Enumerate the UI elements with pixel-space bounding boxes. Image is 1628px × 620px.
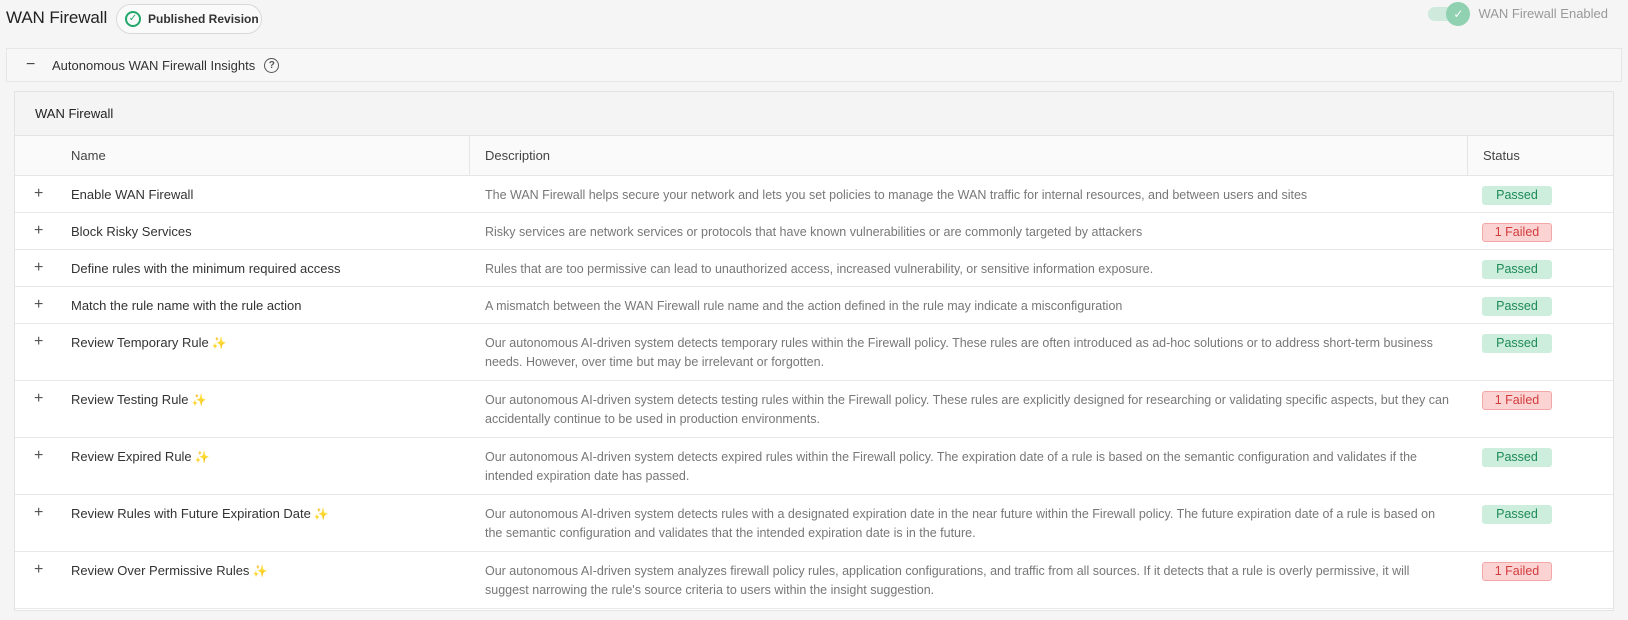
rule-description: Risky services are network services or protocols that have known vulnerabilities or are commonly targeted by attackers: [485, 225, 1143, 239]
status-cell: [1467, 381, 1613, 437]
rule-name: Enable WAN Firewall: [71, 187, 194, 202]
status-badge[interactable]: 1 Failed: [1482, 562, 1552, 581]
status-badge[interactable]: Passed: [1482, 505, 1552, 524]
panel-title: WAN Firewall: [15, 92, 1613, 136]
rule-name: Review Rules with Future Expiration Date: [71, 506, 311, 521]
rule-name: Define rules with the minimum required access: [71, 261, 341, 276]
status-badge[interactable]: 1 Failed: [1482, 391, 1552, 410]
table-body: [15, 176, 1613, 609]
status-badge[interactable]: Passed: [1482, 297, 1552, 316]
page-title: WAN Firewall: [6, 8, 108, 27]
rule-name: Review Over Permissive Rules: [71, 563, 250, 578]
rule-name-cell: [71, 250, 469, 286]
table-row[interactable]: [15, 176, 1613, 213]
expand-row-icon[interactable]: +: [34, 296, 44, 313]
question-circle-icon[interactable]: ?: [264, 58, 279, 73]
sparkle-icon: ✨: [252, 564, 268, 578]
top-bar: [0, 0, 1628, 38]
rule-name-cell: [71, 287, 469, 323]
check-icon: ✓: [1446, 2, 1470, 26]
sparkle-icon: ✨: [313, 507, 329, 521]
rule-name-cell: [71, 495, 469, 551]
rule-name-cell: [71, 381, 469, 437]
column-header-description[interactable]: Description: [469, 136, 1467, 175]
sparkle-icon: ✨: [194, 450, 210, 464]
table-row[interactable]: [15, 495, 1613, 552]
table-row[interactable]: [15, 324, 1613, 381]
status-cell: [1467, 176, 1613, 212]
rule-name: Review Testing Rule: [71, 392, 189, 407]
table-row[interactable]: [15, 250, 1613, 287]
column-header-status[interactable]: Status: [1467, 136, 1613, 175]
rule-description: A mismatch between the WAN Firewall rule name and the action defined in the rule may indicate a misconfiguration: [485, 299, 1123, 313]
table-row[interactable]: [15, 287, 1613, 324]
collapse-icon[interactable]: −: [26, 56, 36, 73]
check-circle-icon: ✓: [125, 11, 141, 27]
sparkle-icon: ✨: [211, 336, 227, 350]
rule-description: Our autonomous AI-driven system detects rules with a designated expiration date in the near future within the Firewall policy. The future expiration date of a rule is based on the semantic configuration and validates that the intended expiration date is in the future.: [485, 507, 1436, 540]
status-badge[interactable]: Passed: [1482, 448, 1552, 467]
toggle-label: WAN Firewall Enabled: [1478, 6, 1608, 21]
status-badge[interactable]: Passed: [1482, 260, 1552, 279]
status-cell: [1467, 495, 1613, 551]
table-row[interactable]: [15, 438, 1613, 495]
table-row[interactable]: [15, 552, 1613, 609]
rule-name: Review Expired Rule: [71, 449, 192, 464]
expand-row-icon[interactable]: +: [34, 333, 44, 350]
rule-name-cell: [71, 324, 469, 380]
status-cell: [1467, 213, 1613, 249]
column-header-name[interactable]: Name: [71, 148, 106, 163]
header-expand-spacer: [15, 136, 71, 175]
wan-firewall-panel: [14, 91, 1614, 611]
table-header: [15, 136, 1613, 176]
rule-name-cell: [71, 213, 469, 249]
sparkle-icon: ✨: [191, 393, 207, 407]
rule-description: Our autonomous AI-driven system detects expired rules within the Firewall policy. The expiration date of a rule is based on the semantic configuration and validates if the intended expiration date has passed.: [485, 450, 1417, 483]
rule-description: Our autonomous AI-driven system detects temporary rules within the Firewall policy. These rules are often introduced as ad-hoc solutions or to address short-term business needs. However, over time but may be irrelevant or forgotten.: [485, 336, 1433, 369]
expand-row-icon[interactable]: +: [34, 222, 44, 239]
rule-description: The WAN Firewall helps secure your network and lets you set policies to manage the WAN traffic for internal resources, and between users and sites: [485, 188, 1308, 202]
rule-name: Review Temporary Rule: [71, 335, 209, 350]
insights-title: Autonomous WAN Firewall Insights: [52, 57, 256, 73]
expand-row-icon[interactable]: +: [34, 504, 44, 521]
expand-row-icon[interactable]: +: [34, 561, 44, 578]
status-cell: [1467, 552, 1613, 608]
rule-name-cell: [71, 176, 469, 212]
table-row[interactable]: [15, 213, 1613, 250]
rule-name-cell: [71, 438, 469, 494]
status-cell: [1467, 287, 1613, 323]
status-badge[interactable]: 1 Failed: [1482, 223, 1552, 242]
firewall-enabled-toggle[interactable]: [1428, 7, 1466, 21]
rule-name-cell: [71, 552, 469, 608]
revision-badge[interactable]: [116, 4, 262, 34]
firewall-toggle-group: [1428, 6, 1608, 21]
rule-description: Our autonomous AI-driven system detects testing rules within the Firewall policy. These rules are explicitly designed for researching or validating specific aspects, but they can accidentally continue to be used in production environments.: [485, 393, 1449, 426]
status-badge[interactable]: Passed: [1482, 334, 1552, 353]
expand-row-icon[interactable]: +: [34, 447, 44, 464]
rule-description: Our autonomous AI-driven system analyzes firewall policy rules, application configurations, and traffic from all sources. If it detects that a rule is overly permissive, it will suggest narrowing the rule's source criteria to users within the insight suggestion.: [485, 564, 1410, 597]
status-cell: [1467, 324, 1613, 380]
rule-name: Block Risky Services: [71, 224, 192, 239]
status-cell: [1467, 250, 1613, 286]
expand-row-icon[interactable]: +: [34, 185, 44, 202]
revision-badge-label: Published Revision: [148, 12, 259, 26]
status-badge[interactable]: Passed: [1482, 186, 1552, 205]
rule-name: Match the rule name with the rule action: [71, 298, 302, 313]
rule-description: Rules that are too permissive can lead to unauthorized access, increased vulnerability, or sensitive information exposure.: [485, 262, 1154, 276]
status-cell: [1467, 438, 1613, 494]
expand-row-icon[interactable]: +: [34, 390, 44, 407]
expand-row-icon[interactable]: +: [34, 259, 44, 276]
insights-section-header[interactable]: [6, 48, 1622, 82]
table-row[interactable]: [15, 381, 1613, 438]
